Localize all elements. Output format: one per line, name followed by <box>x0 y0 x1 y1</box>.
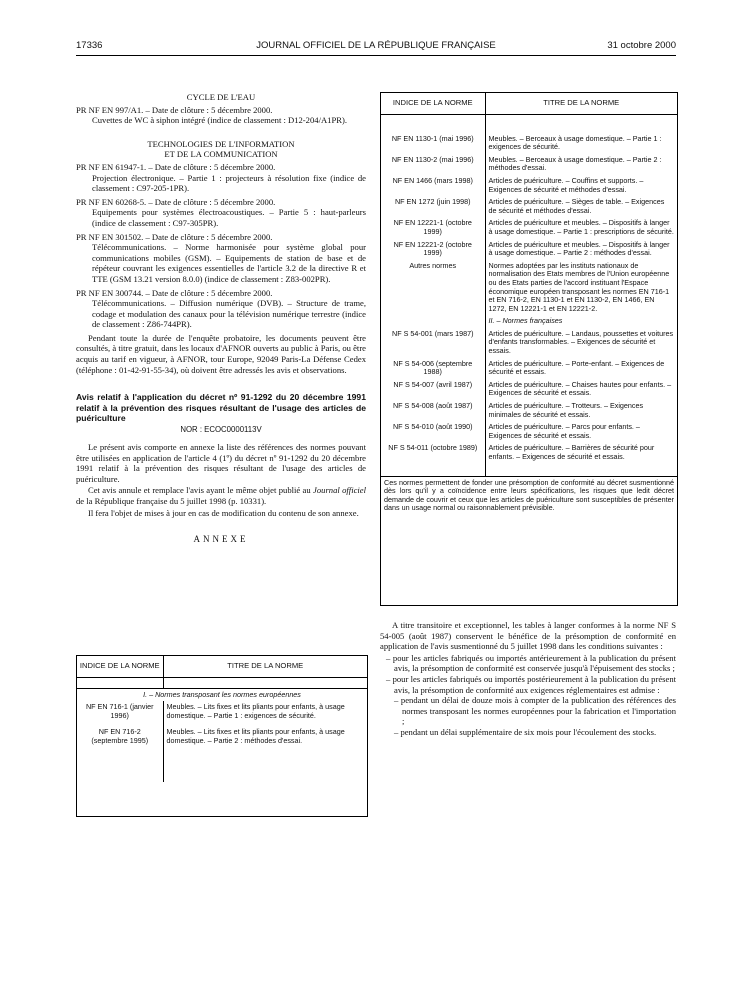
header-rule <box>76 55 676 56</box>
table-row <box>381 379 677 400</box>
column-header: INDICE DE LA NORME <box>381 93 485 114</box>
paragraph: A titre transitoire et exceptionnel, les tables à langer conformes à la norme NF S 54-005 (août 1987) conservent le bénéfice de la présomption de conformité en application de l'avis susmentionné du 5 juillet 1998 dans les conditions suivantes : <box>380 620 676 652</box>
table-subheading: II. – Normes françaises <box>488 316 563 326</box>
list-item: – pour les articles fabriqués ou importés postérieurement à la publication du présent avis, la présomption de conformité aux exigences réglementaires est admise : <box>386 673 676 695</box>
standard-entry <box>76 162 366 194</box>
entry-ref: PR NF EN 997/A1. – Date de clôture : 5 décembre 2000. <box>76 104 273 115</box>
journal-title: JOURNAL OFFICIEL DE LA RÉPUBLIQUE FRANÇAISE <box>256 40 496 51</box>
table-note: Ces normes permettent de fonder une présomption de conformité au décret susmentionné dès lors qu'il y a coïncidence entre leurs spécifications, les risques que ledit décret demande de couvrir et ceux que les articles de puériculture sont susceptibles de présenter dans un usage normal ou raisonnablement prévisible. <box>381 476 677 515</box>
paragraph: Le présent avis comporte en annexe la liste des références des normes pouvant être utilisées en application de l'article 4 (1º) du décret nº 91-1292 du 20 décembre 1991 relatif à la prévention des risques résultant de l'usage des articles de puériculture. <box>76 442 366 484</box>
norm-title: Meubles. – Berceaux à usage domestique. – Partie 1 : exigences de sécurité. <box>488 133 662 152</box>
norm-ref: NF EN 716-2 (septembre 1995) <box>77 722 163 747</box>
entry-body: Télécommunications. – Norme harmonisée pour système global pour communications mobiles (GSM). – Equipements de station de base et de répéteur couvrant les exigences essentielles de l'article 3.2 de la directive R et TTE (GSM 13.21 version 8.0.0) (indice de classement : Z83-002PR). <box>92 242 366 284</box>
table-subheading: I. – Normes transposant les normes européennes <box>77 688 367 701</box>
table-header-row <box>77 656 367 677</box>
table-row <box>381 239 677 260</box>
list-item: – pendant un délai supplémentaire de six mois pour l'écoulement des stocks. <box>394 726 657 737</box>
paragraph <box>76 485 366 506</box>
annex-table <box>77 656 367 782</box>
norm-ref: NF S 54-001 (mars 1987) <box>381 328 485 358</box>
table-row <box>381 421 677 442</box>
norm-title: Articles de puériculture. – Sièges de table. – Exigences de sécurité et méthodes d'essai. <box>488 197 665 215</box>
table-cell <box>485 464 677 477</box>
table-row <box>77 722 367 747</box>
section-heading-line: TECHNOLOGIES DE L'INFORMATION <box>147 138 295 149</box>
paragraph-text: Cet avis annule et remplace l'avis ayant le même objet publié au <box>88 485 314 496</box>
paragraph: Pendant toute la durée de l'enquête probatoire, les documents peuvent être consultés, à titre gratuit, dans les locaux d'AFNOR ouverts au public à Paris, ou être acquis au tarif en vigueur, à AFNOR, tour Europe, 92049 Paris-La Défense Cedex (téléphone : 01-42-91-55-34), où doivent être adressés les avis et observations. <box>76 332 366 375</box>
norm-ref: NF S 54-010 (août 1990) <box>381 421 485 442</box>
standard-entry <box>76 197 366 229</box>
annex-table-left <box>76 655 368 817</box>
list-item: – pendant un délai de douze mois à compter de la publication des références des normes transposant les normes européennes pour la fabrication et l'importation ; <box>394 695 676 727</box>
norm-ref: NF EN 12221-2 (octobre 1999) <box>381 239 485 260</box>
table-cell <box>77 677 163 688</box>
right-column <box>380 620 676 738</box>
column-header: TITRE DE LA NORME <box>485 93 677 114</box>
issue-date: 31 octobre 2000 <box>607 40 676 51</box>
table-cell <box>163 677 367 688</box>
section-heading: CYCLE DE L'EAU <box>186 92 256 102</box>
table-row <box>381 442 677 463</box>
left-column <box>76 92 366 553</box>
norm-title: Meubles. – Berceaux à usage domestique. – Partie 2 : méthodes d'essai. <box>488 154 662 173</box>
table-subheading-row <box>77 688 367 701</box>
table-row <box>77 701 367 722</box>
norm-ref: NF S 54-006 (septembre 1988) <box>381 358 485 379</box>
table-note-row <box>381 476 677 515</box>
table-row <box>381 133 677 154</box>
table-row <box>381 328 677 358</box>
column-header: INDICE DE LA NORME <box>77 656 163 677</box>
norm-title: Articles de puériculture. – Trotteurs. – Exigences minimales de sécurité et essais. <box>488 401 644 419</box>
column-header: TITRE DE LA NORME <box>163 656 367 677</box>
table-row <box>381 196 677 217</box>
table-row <box>77 677 367 688</box>
norm-title: Articles de puériculture. – Landaus, poussettes et voitures d'enfants transformables. – Exigences de sécurité et essais. <box>488 328 674 356</box>
table-row <box>381 217 677 238</box>
table-row <box>381 358 677 379</box>
entry-ref: PR NF EN 301502. – Date de clôture : 5 décembre 2000. <box>76 231 273 242</box>
table-subheading-row <box>381 315 677 328</box>
section-heading-line: ET DE LA COMMUNICATION <box>164 149 278 160</box>
table-cell <box>381 114 485 133</box>
table-row <box>77 748 367 782</box>
norm-ref: Autres normes <box>381 260 485 316</box>
table-row <box>381 154 677 175</box>
norm-ref: NF S 54-011 (octobre 1989) <box>381 442 485 463</box>
conditions-list <box>380 653 676 738</box>
norm-title: Meubles. – Lits fixes et lits pliants pour enfants, à usage domestique. – Partie 2 : méthodes d'essai. <box>166 727 345 745</box>
entry-ref: PR NF EN 60268-5. – Date de clôture : 5 décembre 2000. <box>76 196 276 207</box>
entry-ref: PR NF EN 300744. – Date de clôture : 5 décembre 2000. <box>76 287 273 298</box>
table-row <box>381 114 677 133</box>
norm-title: Articles de puériculture. – Barrières de sécurité pour enfants. – Exigences de sécurité et essais. <box>488 443 655 461</box>
norm-title: Articles de puériculture. – Chaises hautes pour enfants. – Exigences de sécurité et essais. <box>488 379 672 398</box>
entry-body: Projection électronique. – Partie 1 : projecteurs à résolution fixe (indice de classement : C97-205-1PR). <box>92 172 366 194</box>
table-row <box>381 400 677 421</box>
page-header <box>76 40 676 54</box>
norm-title: Articles de puériculture. – Porte-enfant. – Exigences de sécurité et essais. <box>488 358 665 377</box>
table-row <box>381 260 677 316</box>
norm-ref: NF EN 1466 (mars 1998) <box>381 175 485 196</box>
standard-entry <box>76 232 366 285</box>
nor-reference: NOR : ECOC0000113V <box>180 425 262 435</box>
norm-ref: NF EN 1272 (juin 1998) <box>381 196 485 217</box>
norm-ref: NF S 54-007 (avril 1987) <box>381 379 485 400</box>
standard-entry <box>76 105 366 126</box>
norm-title: Normes adoptées par les instituts nationaux de normalisation des Etats membres de l'Union européenne ou des Etats parties de l'accord instituant l'Espace économique européen transposant les normes EN 716-1 et EN 716-2, EN 1130-1 et EN 1130-2, EN 1466, EN 1272, EN 12221-1 et EN 12221-2. <box>488 260 670 313</box>
standard-entry <box>76 288 366 330</box>
annex-table <box>381 93 677 515</box>
norm-ref: NF EN 12221-1 (octobre 1999) <box>381 217 485 238</box>
table-cell <box>485 114 677 133</box>
table-cell <box>381 464 485 477</box>
section-heading <box>76 139 366 160</box>
entry-body: Equipements pour systèmes électroacoustiques. – Partie 5 : haut-parleurs (indice de classement : C97-305PR). <box>92 207 366 228</box>
table-row <box>381 464 677 477</box>
annex-table-right <box>380 92 678 606</box>
entry-body: Cuvettes de WC à siphon intégré (indice de classement : D12-204/A1PR). <box>92 115 347 126</box>
table-cell <box>381 315 485 328</box>
entry-ref: PR NF EN 61947-1. – Date de clôture : 5 décembre 2000. <box>76 161 276 172</box>
norm-ref: NF EN 1130-2 (mai 1996) <box>381 154 485 175</box>
norm-title: Articles de puériculture et meubles. – Dispositifs à langer à usage domestique. – Partie 2 : méthodes d'essai. <box>488 239 670 258</box>
table-cell <box>77 748 163 782</box>
page-number: 17336 <box>76 40 103 51</box>
norm-ref: NF S 54-008 (août 1987) <box>381 400 485 421</box>
norm-ref: NF EN 716-1 (janvier 1996) <box>77 701 163 722</box>
journal-name: Journal officiel <box>313 485 366 496</box>
entry-body: Télécommunications. – Diffusion numérique (DVB). – Structure de trame, codage et modulation des canaux pour la télévision numérique terrestre (indice de classement : Z86-744PR). <box>92 298 366 330</box>
table-cell <box>163 748 367 782</box>
table-header-row <box>381 93 677 114</box>
norm-title: Articles de puériculture. – Parcs pour enfants. – Exigences de sécurité et essais. <box>488 422 640 440</box>
norm-title: Articles de puériculture. – Couffins et supports. – Exigences de sécurité et méthodes d'essai. <box>488 175 644 194</box>
norm-title: Meubles. – Lits fixes et lits pliants pour enfants, à usage domestique. – Partie 1 : exigences de sécurité. <box>166 702 345 720</box>
notice-title: Avis relatif à l'application du décret nº 91-1292 du 20 décembre 1991 relatif à la prévention des risques résultant de l'usage des articles de puériculture <box>76 392 366 424</box>
norm-ref: NF EN 1130-1 (mai 1996) <box>381 133 485 154</box>
paragraph-text: de la République française du 5 juillet 1998 (p. 10331). <box>76 496 267 507</box>
annexe-heading: ANNEXE <box>193 534 249 545</box>
norm-title: Articles de puériculture et meubles. – Dispositifs à langer à usage domestique. – Partie 1 : prescriptions de sécurité. <box>488 218 674 236</box>
paragraph: Il fera l'objet de mises à jour en cas de modification du contenu de son annexe. <box>88 507 359 518</box>
table-row <box>381 175 677 196</box>
list-item: – pour les articles fabriqués ou importés antérieurement à la publication du présent avis, la présomption de conformité est conservée jusqu'à l'épuisement des stocks ; <box>386 652 676 674</box>
